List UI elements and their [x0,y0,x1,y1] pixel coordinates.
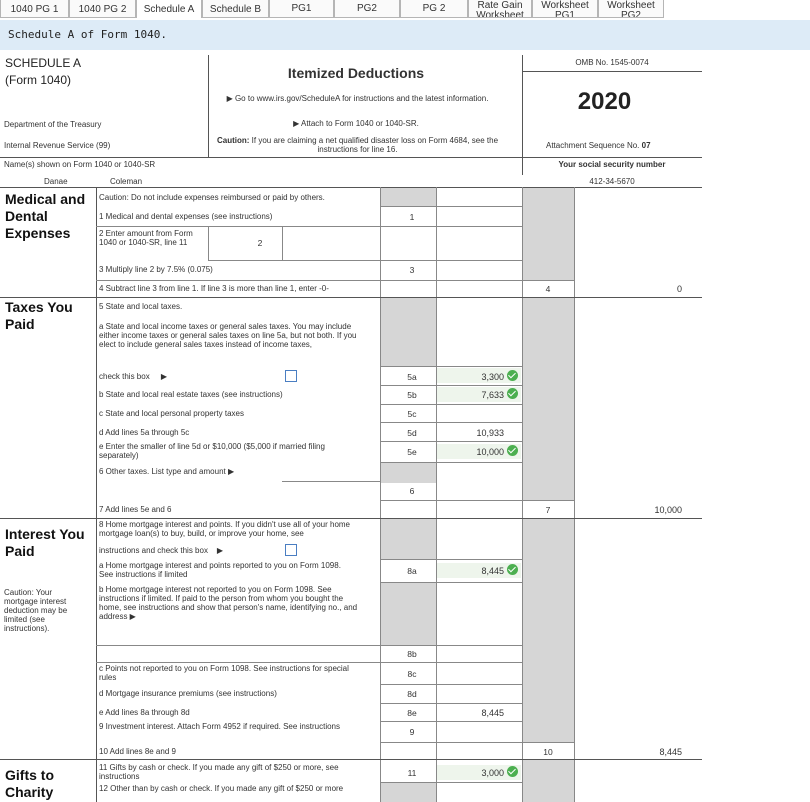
mortgage-limit-checkbox[interactable] [285,544,297,556]
divider [0,759,702,760]
line-3-number: 3 [409,265,415,275]
line-5a-label: a State and local income taxes or general sales taxes. You may include either income taxes or general sales taxes on line 5a, but not both. If you elect to include general sales taxes instead of income taxes, [99,322,357,349]
line-5b-label: b State and local real estate taxes (see instructions) [99,390,283,399]
tab-worksheet-pg2[interactable]: Worksheet PG2 [598,0,664,18]
irs-label: Internal Revenue Service (99) [4,141,111,150]
line-8a-number: 8a [407,566,417,576]
check-icon [507,388,518,399]
divider [380,684,522,685]
line-5e-amount[interactable]: 10,000 [476,447,504,457]
divider [0,187,702,188]
section-taxes: Taxes You Paid [5,299,73,332]
ssn-label: Your social security number [558,160,666,169]
divider [96,226,522,227]
attachment-seq-label: Attachment Sequence No. [546,141,640,150]
form-title: Itemized Deductions [287,65,425,81]
line-8b-number: 8b [407,649,417,659]
line-8c-number: 8c [407,669,417,679]
tax-year: 2020 [577,88,632,115]
shaded-cell [381,463,436,483]
omb-number: OMB No. 1545-0074 [575,58,649,67]
divider [96,662,522,663]
section-gifts: Gifts to Charity [5,767,54,800]
tab-schedule-b[interactable]: Schedule B [202,0,269,18]
page-banner: Schedule A of Form 1040. [0,20,810,50]
line-2-number: 2 [257,238,263,248]
line-5b-number: 5b [407,390,417,400]
check-icon [507,370,518,381]
sales-tax-checkbox[interactable] [285,370,297,382]
shaded-cell [381,298,436,366]
tab-worksheet-pg1[interactable]: Worksheet PG1 [532,0,598,18]
ssn-value[interactable]: 412-34-5670 [589,177,635,186]
sequence-number: 07 [641,141,651,150]
line-5d-number: 5d [407,428,417,438]
line-1-number: 1 [409,212,415,222]
divider [208,226,209,260]
tab-rate-gain-worksheet[interactable]: Rate Gain Worksheet [468,0,532,18]
first-name: Danae [44,177,68,186]
line-5d-amount[interactable]: 10,933 [476,428,504,438]
line-8-check-label: instructions and check this box ▶ [99,546,223,555]
line-4-amount[interactable]: 0 [676,284,682,294]
divider [96,280,574,281]
divider [380,559,522,560]
line-5a-amount[interactable]: 3,300 [481,372,504,382]
interest-caution: Caution: Your mortgage interest deduction may be limited (see instructions). [4,588,68,633]
line-8b-label: b Home mortgage interest not reported to you on Form 1098. See instructions if limited. If paid to the person from whom you bought the home, see instructions and show that person's name, identifying no., and address ▶ [99,585,358,621]
line-5a-number: 5a [407,372,417,382]
line-11-number: 11 [407,768,417,778]
line-9-number: 9 [409,727,415,737]
line-7-amount[interactable]: 10,000 [654,505,682,515]
names-label: Name(s) shown on Form 1040 or 1040-SR [4,160,156,169]
divider [282,481,380,482]
line-10-label: 10 Add lines 8e and 9 [99,747,176,756]
line-5-label: 5 State and local taxes. [99,302,183,311]
shaded-cell [523,760,574,802]
divider [380,462,522,463]
check-box-text: instructions and check this box [99,546,208,555]
divider [380,206,522,207]
line-3-label: 3 Multiply line 2 by 7.5% (0.075) [99,265,213,274]
line-5b-amount[interactable]: 7,633 [481,390,504,400]
tab-1040-pg1[interactable]: 1040 PG 1 [0,0,69,18]
check-icon [507,445,518,456]
caution-label: Caution: [216,136,250,145]
divider [208,260,522,261]
divider [0,518,702,519]
line-12-label: 12 Other than by cash or check. If you made any gift of $250 or more [99,784,344,793]
shaded-cell [523,188,574,280]
section-medical: Medical and Dental Expenses [5,191,86,241]
check-box-text: check this box [99,372,150,381]
tab-schedule-a[interactable]: Schedule A [136,0,202,18]
schedule-title: SCHEDULE A [5,56,82,70]
caution-text: If you are claiming a net qualified disaster loss on Form 4684, see the instructions for line 16. [251,136,499,154]
line-8e-amount[interactable]: 8,445 [481,708,504,718]
divider [380,385,522,386]
line-5c-number: 5c [407,409,417,419]
shaded-cell [523,519,574,743]
divider [380,404,522,405]
line-7-label: 7 Add lines 5e and 6 [99,505,172,514]
line-5c-label: c State and local personal property taxes [99,409,244,418]
line-4-label: 4 Subtract line 3 from line 1. If line 3 is more than line 1, enter -0- [99,284,329,293]
shaded-cell [381,519,436,559]
divider [208,55,209,157]
line-8e-number: 8e [407,708,417,718]
divider [522,71,702,72]
tab-pg1[interactable]: PG1 [269,0,334,18]
line-5d-label: d Add lines 5a through 5c [99,428,190,437]
line-10-number: 10 [543,747,553,757]
line-8d-number: 8d [407,689,417,699]
divider [380,703,522,704]
line-8a-amount[interactable]: 8,445 [481,566,504,576]
divider [380,422,522,423]
divider [380,366,522,367]
line-8d-label: d Mortgage insurance premiums (see instructions) [99,689,277,698]
line-5e-number: 5e [407,447,417,457]
shaded-cell [381,583,436,645]
department: Department of the Treasury [4,120,102,129]
divider [380,782,522,783]
line-5e-label: e Enter the smaller of line 5d or $10,000 ($5,000 if married filing separately) [99,442,325,460]
shaded-cell [381,783,436,802]
divider [574,187,575,802]
divider [96,645,522,646]
caution-note [215,136,500,154]
attach-note: ▶ Attach to Form 1040 or 1040-SR. [293,119,419,128]
divider [380,441,522,442]
check-icon [507,564,518,575]
divider [380,582,522,583]
goto-instructions: ▶ Go to www.irs.gov/ScheduleA for instructions and the latest information. [226,94,489,103]
line-8a-label: a Home mortgage interest and points reported to you on Form 1098. See instructions if limited [99,561,341,579]
line-9-label: 9 Investment interest. Attach Form 4952 if required. See instructions [99,722,341,731]
check-icon [507,766,518,777]
shaded-cell [523,298,574,500]
line-4-number: 4 [545,284,551,294]
line-1-label: 1 Medical and dental expenses (see instructions) [99,212,273,221]
tab-bar [0,0,810,20]
shaded-cell [381,188,436,206]
line-6-number: 6 [409,486,415,496]
divider [0,297,702,298]
line-2-label: 2 Enter amount from Form 1040 or 1040-SR, line 11 [99,229,193,247]
tab-pg-2[interactable]: PG 2 [400,0,468,18]
attachment-sequence [546,141,651,150]
line-7-number: 7 [545,505,551,515]
divider [0,157,702,158]
line-6-label: 6 Other taxes. List type and amount ▶ [99,467,235,476]
divider [380,500,574,501]
divider [380,721,522,722]
line-8-label: 8 Home mortgage interest and points. If you didn't use all of your home mortgage loan(s) to buy, build, or improve your home, see [99,520,350,538]
line-8c-label: c Points not reported to you on Form 1098. See instructions for special rules [99,664,349,682]
tab-1040-pg2[interactable]: 1040 PG 2 [69,0,136,18]
line-8e-label: e Add lines 8a through 8d [99,708,190,717]
divider [380,742,574,743]
section-interest: Interest You Paid [5,526,85,559]
last-name: Coleman [110,177,143,186]
line-11-amount[interactable]: 3,000 [481,768,504,778]
line-5a-check-label: check this box ▶ [99,372,167,381]
tab-pg2[interactable]: PG2 [334,0,400,18]
line-10-amount[interactable]: 8,445 [659,747,682,757]
medical-caution: Caution: Do not include expenses reimbursed or paid by others. [99,193,325,202]
line-11-label: 11 Gifts by cash or check. If you made any gift of $250 or more, see instructions [99,763,339,781]
form-number: (Form 1040) [5,73,72,87]
